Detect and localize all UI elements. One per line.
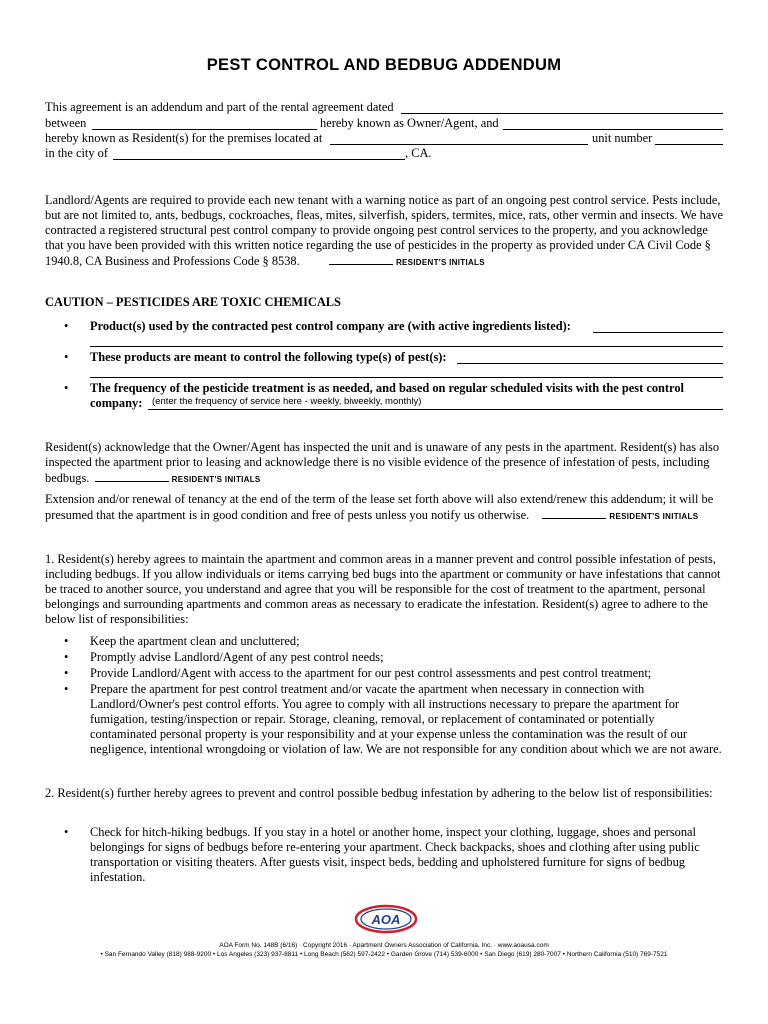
extension-initials-field[interactable]	[542, 507, 606, 519]
section-2-paragraph: 2. Resident(s) further hereby agrees to prevent and control possible bedbug infestation by adhering to the below list of responsibilities:	[45, 786, 713, 800]
products-used-field-line-2[interactable]	[90, 333, 723, 347]
section-1-paragraph: 1. Resident(s) hereby agrees to maintain the apartment and common areas in a manner prevent and control possible infestation of pests, including bedbugs. If you allow individuals or items carrying bed bugs into the apartment or community or have infestations that cannot be traced to another source, you understand and agree that you will be responsible for the cost of treatment to the apartment, personal belongings and surrounding apartments and common areas as necessary to eradicate the infestation. Resident(s) agree to adhere to the below list of responsibilities:	[45, 552, 721, 626]
extension-text: Extension and/or renewal of tenancy at the end of the term of the lease set forth above will also extend/renew this addendum; it will be presumed that the apartment is in good condition and free of pests unless you notify us otherwise.	[45, 492, 714, 522]
section-1-item-2: Promptly advise Landlord/Agent of any pest control needs;	[90, 650, 384, 664]
owner-agent-field[interactable]	[92, 116, 317, 130]
bullet-icon: •	[64, 825, 69, 839]
notice-initials-label: RESIDENT'S INITIALS	[395, 258, 485, 267]
pesticide-notice-text: Landlord/Agents are required to provide each new tenant with a warning notice as part of an ongoing pest control service. Pests include, but are not limited to, ants, bedbugs, cockroaches, fleas, mites, silverfish, spiders, termites, mice, rats, other vermin and insects. We have contracted a registered structural pest control company to provide ongoing pest control services to the property, and you acknowledge that you have been provided with this written notice regarding the use of pesticides in the property as provided under CA Civil Code § 1940.8, CA Business and Professions Code § 8538.	[45, 193, 724, 268]
bullet-icon: •	[64, 634, 69, 648]
unit-number-field[interactable]	[655, 131, 723, 145]
extension-paragraph	[45, 492, 725, 524]
intro-text-between: between	[45, 116, 87, 130]
svg-text:AOA: AOA	[371, 912, 401, 927]
extension-initials-label: RESIDENT'S INITIALS	[609, 512, 699, 521]
bullet-icon: •	[64, 650, 69, 664]
intro-text-unit: unit number	[592, 131, 653, 145]
footer-offices: • San Fernando Valley (818) 988-9200 • Los Angeles (323) 937-8811 • Long Beach (562) 597-2422 • Garden Grove (714) 539-6000 • San Diego (619) 280-7007 • Northern California (510) 769-7521	[100, 951, 668, 958]
pest-types-field-line-2[interactable]	[90, 364, 723, 378]
bullet-icon: •	[64, 682, 69, 696]
section-1-item-1: Keep the apartment clean and uncluttered;	[90, 634, 300, 648]
notice-initials-field[interactable]	[329, 253, 393, 265]
bullet-icon: •	[64, 381, 69, 395]
section-1-item-3: Provide Landlord/Agent with access to the apartment for our pest control assessments and pest control treatment;	[90, 666, 652, 680]
ack-initials-field[interactable]	[95, 470, 169, 482]
acknowledgement-paragraph	[45, 440, 725, 487]
intro-line-2	[45, 116, 86, 131]
frequency-company-label: company:	[90, 396, 143, 410]
ack-initials-label: RESIDENT'S INITIALS	[171, 475, 261, 484]
products-used-field[interactable]	[593, 319, 723, 333]
pest-types-field[interactable]	[457, 350, 723, 364]
city-field[interactable]	[113, 146, 405, 160]
intro-line-1	[45, 100, 394, 115]
caution-heading: CAUTION – PESTICIDES ARE TOXIC CHEMICALS	[45, 295, 341, 309]
section-2-item-1: Check for hitch-hiking bedbugs. If you stay in a hotel or another home, inspect your clothing, luggage, shoes and personal belongings for signs of bedbugs before re-entering your apartment. Check backpacks, shoes and clothing after using public transportation or visiting theaters. After guests visit, inspect beds, bedding and upholstered furniture for signs of bedbug infestation.	[90, 825, 700, 884]
acknowledgement-text: Resident(s) acknowledge that the Owner/Agent has inspected the unit and is unaware of any pests in the apartment. Resident(s) has also inspected the apartment prior to leasing and acknowledge there is no visible evidence of the presence of infestation of pests, including bedbugs.	[45, 440, 720, 485]
intro-text-premises: hereby known as Resident(s) for the premises located at	[45, 131, 323, 145]
intro-text-city: in the city of	[45, 146, 108, 160]
bullet-icon: •	[64, 350, 69, 364]
intro-text-owner: hereby known as Owner/Agent, and	[320, 116, 499, 130]
aoa-logo	[353, 902, 419, 936]
agreement-date-field[interactable]	[401, 100, 723, 114]
bullet-icon: •	[64, 666, 69, 680]
frequency-hint: (enter the frequency of service here - weekly, biweekly, monthly)	[152, 396, 422, 407]
products-used-label: Product(s) used by the contracted pest control company are (with active ingredients listed):	[90, 319, 571, 333]
intro-text-ca: , CA.	[405, 146, 432, 160]
pest-types-label: These products are meant to control the following type(s) of pest(s):	[90, 350, 447, 364]
pesticide-notice-paragraph	[45, 193, 725, 270]
intro-text-dated: This agreement is an addendum and part of the rental agreement dated	[45, 100, 394, 114]
frequency-label: The frequency of the pesticide treatment is as needed, and based on regular scheduled visits with the pest control	[90, 381, 684, 395]
footer-copyright: AOA Form No. 148B (6/16) · Copyright 2016 · Apartment Owners Association of California, Inc. · www.aoausa.com	[219, 942, 549, 949]
resident-name-field[interactable]	[503, 116, 723, 130]
section-1-item-4: Prepare the apartment for pest control treatment and/or vacate the apartment when necessary in connection with Landlord/Owner's pest control efforts. You agree to comply with all instructions necessary to prepare the apartment for fumigation, testing/inspection or repair. Storage, cleaning, removal, or replacement of contaminated or potentially contaminated personal property is your responsibility and at your expense unless the contamination was the result of our negligence, intentional wrongdoing or violation of law. We are not responsible for any condition about which we are not aware.	[90, 682, 722, 756]
bullet-icon: •	[64, 319, 69, 333]
premises-address-field[interactable]	[330, 131, 588, 145]
document-title: PEST CONTROL AND BEDBUG ADDENDUM	[206, 56, 562, 74]
